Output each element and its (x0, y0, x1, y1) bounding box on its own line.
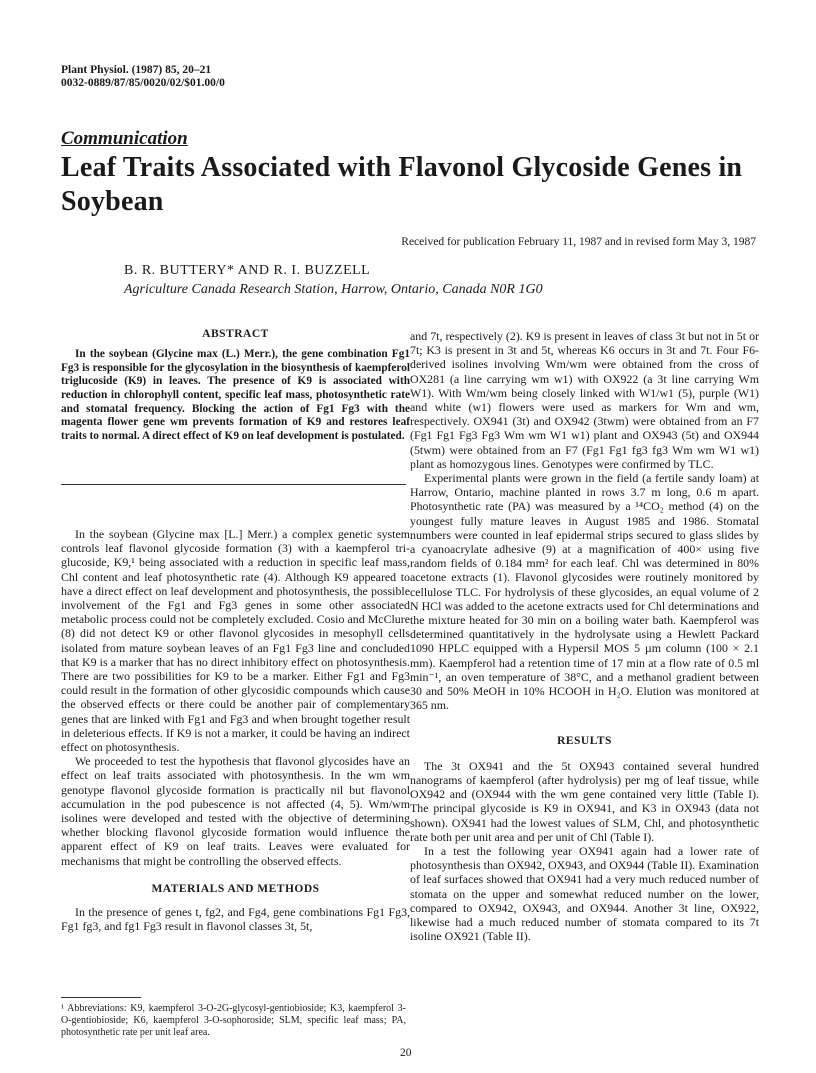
intro-paragraph-1: In the soybean (Glycine max [L.] Merr.) a complex genetic system controls leaf flavonol glycoside formation (3) with a kaempferol tri-glucoside, K9,¹ being associated with a reduction in specific leaf mass, Chl content and leaf photosynthetic rate (4). Although K9 appeared to have a direct effect on leaf development and photosynthesis, the possible involvement of the Fg1 and Fg3 genes in some other associated metabolic process could not be completely excluded. Cosio and McClure (8) did not detect K9 or other flavonol glycosides in mesophyll cells isolated from mature soybean leaves of an Fg1 Fg3 line and concluded that K9 is a marker that has no direct inhibitory effect on photosynthesis. There are two possibilities for K9 to be a marker. Either Fg1 and Fg3 could result in the formation of other glycosidic compounds which cause the observed effects or there could be another pair of complementary genes that are linked with Fg1 and Fg3 and when brought together result in deleterious effects. If K9 is not a marker, it could be having an indirect effect on photosynthesis. (61, 527, 410, 755)
abstract-text: In the soybean (Glycine max (L.) Merr.), the gene combination Fg1 Fg3 is responsible for the glycosylation in the biosynthesis of kaempferol triglucoside (K9) in leaves. The presence of K9 is associated with reduction in chlorophyll content, specific leaf mass, photosynthetic rate and stomatal frequency. Blocking the action of Fg1 Fg3 with the magenta flower gene wm prevents formation of K9 and restores leaf traits to normal. A direct effect of K9 on leaf development is postulated. (61, 348, 410, 442)
methods-paragraph-1-continued: and 7t, respectively (2). K9 is present in leaves of class 3t but not in 5t or 7t; K3 is present in 3t and 5t, whereas K6 occurs in 3t and 7t. Four F6-derived isolines involving Wm/wm were obtained from the cross of OX281 (a line carrying wm w1) with OX922 (a 3t line carrying Wm W1). With Wm/wm being closely linked with W1/w1 (5), purple (W1) and white (w1) flowers were used as markers for Wm and wm, respectively. OX941 (3t) and OX942 (3twm) were obtained from an F7 (Fg1 Fg1 Fg3 Fg3 Wm wm W1 w1) plant and OX943 (5t) and OX944 (5twm) were obtained from an F7 (Fg1 Fg1 fg3 fg3 Wm wm W1 w1) plant as homozygous lines. Genotypes were confirmed by TLC. (410, 329, 759, 471)
methods-heading: MATERIALS AND METHODS (151, 882, 320, 895)
abstract-section (61, 327, 410, 443)
article-kind: Communication (61, 128, 188, 149)
journal-line-1: Plant Physiol. (1987) 85, 20–21 (61, 64, 212, 76)
footnote: ¹ Abbreviations: K9, kaempferol 3-O-2G-glycosyl-gentiobioside; K3, kaempferol 3-O-gentiobioside; K6, kaempferol 3-O-sophoroside; SLM, specific leaf mass; PA, photosynthetic rate per unit leaf area. (61, 1003, 406, 1038)
results-paragraph-2: In a test the following year OX941 again had a lower rate of photosynthesis than OX942, OX943, and OX944 (Table II). Examination of leaf surfaces showed that OX941 had a very much reduced number of stomata on the upper and somewhat reduced number on the lower, compared to OX942, OX943, and OX944. Another 3t line, OX922, likewise had a much reduced number of stomata compared to its 7t isoline OX921 (Table II). (410, 843, 759, 944)
abstract-heading: ABSTRACT (202, 328, 269, 340)
journal-citation (61, 64, 225, 90)
authors: B. R. BUTTERY* AND R. I. BUZZELL (124, 263, 371, 278)
right-column (410, 329, 759, 943)
footnote-divider (61, 997, 141, 998)
intro-paragraph-2: We proceeded to test the hypothesis that flavonol glycosides have an effect on leaf traits associated with photosynthesis. In the wm wm genotype flavonol glycoside formation is practically nil but flavonol accumulation in the pod pubescence is not affected (4, 5). Wm/wm isolines were developed and tested with the objective of determining whether blocking flavonol glycoside formation would influence the apparent effect of K9 on leaf traits. Leaves were evaluated for mechanisms that might be controlling the observed effects. (61, 754, 410, 868)
received-date: Received for publication February 11, 1987 and in revised form May 3, 1987 (401, 236, 756, 248)
introduction-section (61, 527, 410, 933)
page-number: 20 (400, 1047, 412, 1059)
abstract-divider (61, 484, 406, 485)
results-heading: RESULTS (557, 735, 612, 748)
methods-paragraph-2: Experimental plants were grown in the field (a fertile sandy loam) at Harrow, Ontario, machine planted in rows 3.7 m long, 0.6 m apart. Photosynthetic rate (PA) was measured by a ¹⁴CO₂ method (4) on the youngest fully mature leaves in August 1985 and 1986. Stomatal numbers were counted in leaf epidermal strips secured to glass slides by a cyanoacrylate adhesive (9) at a magnification of 400× using five random fields of 0.184 mm² for each leaf. Chl was determined in 80% acetone extracts (1). Flavonol glycosides were routinely monitored by cellulose TLC. For hydrolysis of these glycosides, an equal volume of 2 N HCl was added to the acetone extracts used for Chl determinations and the mixture heated for 30 min on a boiling water bath. Kaempferol was determined quantitatively in the hydrolysate using a Hewlett Packard 1090 HPLC equipped with a Hypersil MOS 5 µm column (100 × 2.1 mm). Kaempferol had a retention time of 17 min at a flow rate of 0.5 ml min⁻¹, an oven temperature of 38°C, and a methanol gradient between 30 and 50% MeOH in 10% HCOOH in H₂O. Elution was monitored at 365 nm. (410, 471, 759, 713)
affiliation: Agriculture Canada Research Station, Harrow, Ontario, Canada N0R 1G0 (124, 282, 543, 297)
journal-line-2: 0032-0889/87/85/0020/02/$01.00/0 (61, 77, 225, 89)
methods-paragraph-1: In the presence of genes t, fg2, and Fg4, gene combinations Fg1 Fg3, Fg1 fg3, and fg1 Fg3 result in flavonol classes 3t, 5t, (61, 905, 410, 934)
article-title: Leaf Traits Associated with Flavonol Glycoside Genes in Soybean (61, 152, 743, 217)
results-paragraph-1: The 3t OX941 and the 5t OX943 contained several hundred nanograms of kaempferol (after hydrolysis) per mg of leaf tissue, while OX942 and (OX944 with the wm gene contained very little (Table I). The principal glycoside is K9 in OX941, and K3 in OX943 (data not shown). OX941 had the lowest values of SLM, Chl, and photosynthetic rate both per unit area and per unit of Chl (Table I). (410, 758, 759, 844)
